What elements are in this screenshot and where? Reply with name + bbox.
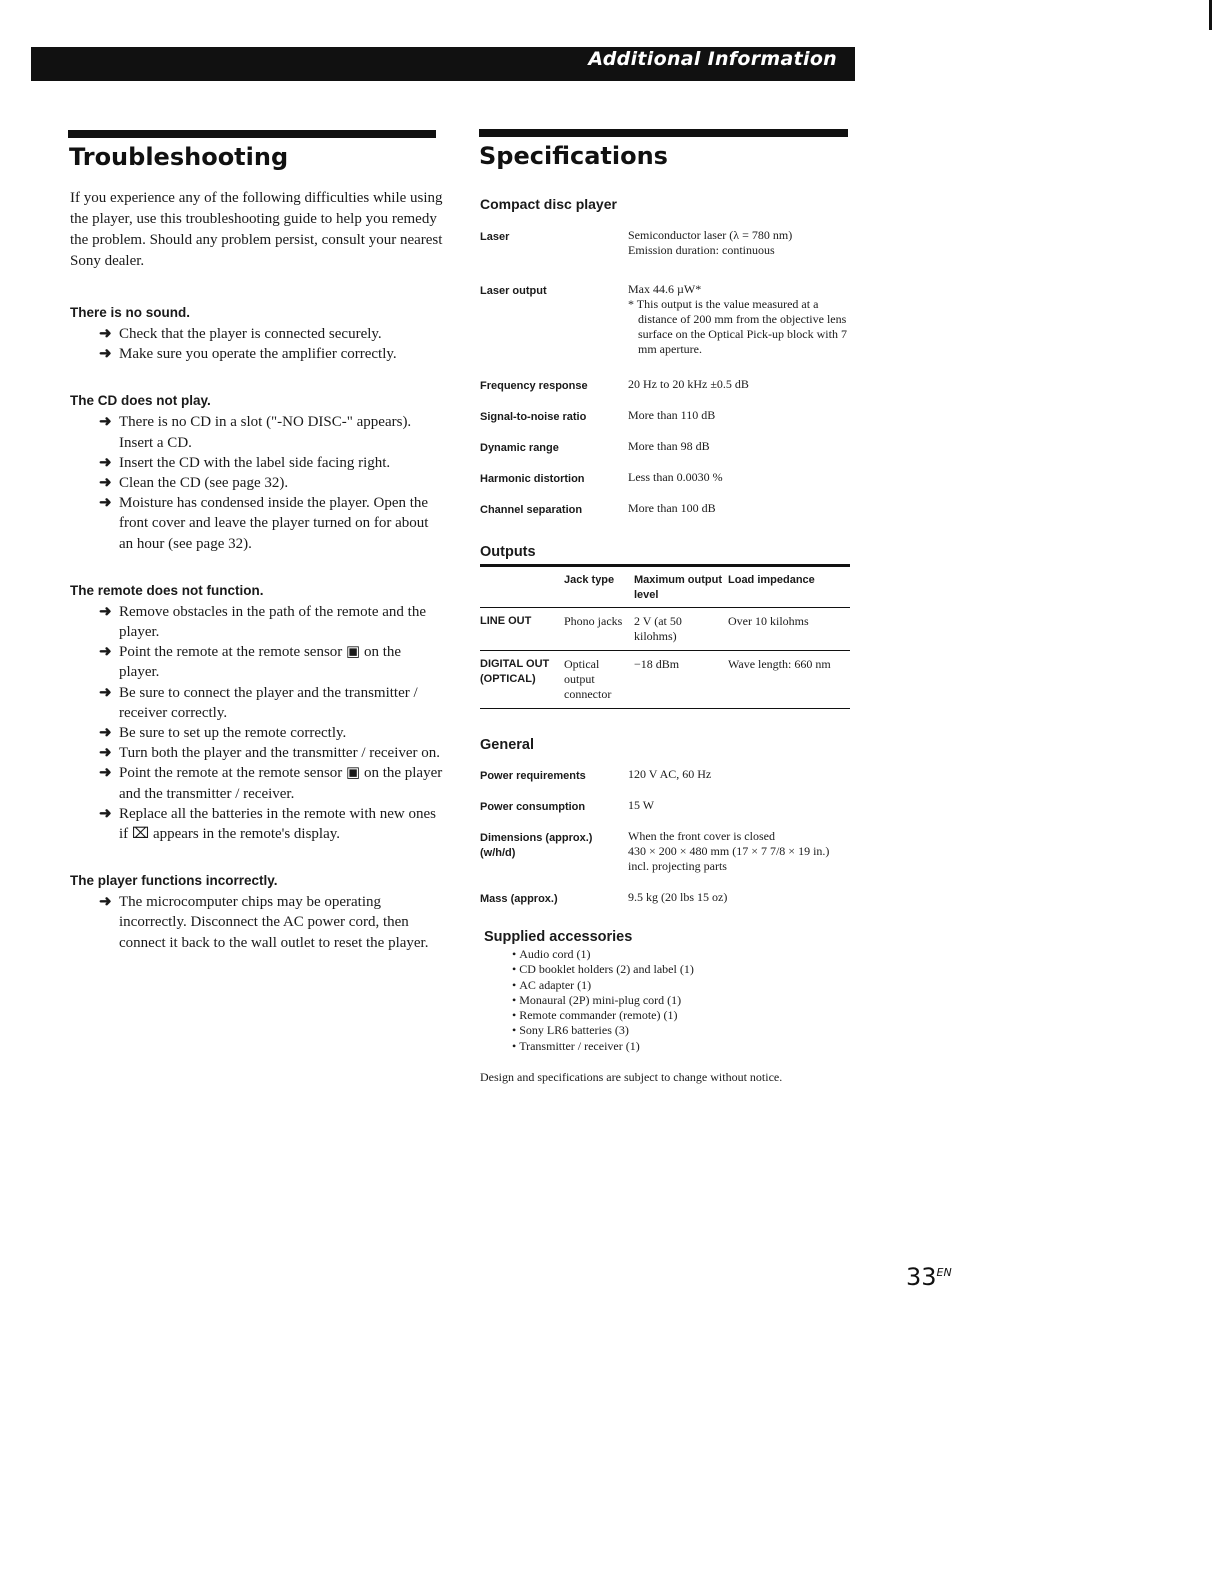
page-edge-mark bbox=[1209, 0, 1212, 30]
remedy-text: Make sure you operate the amplifier correctly. bbox=[119, 346, 397, 363]
accessory-item: • Monaural (2P) mini-plug cord (1) bbox=[512, 993, 855, 1008]
spec-label: Signal-to-noise ratio bbox=[480, 411, 587, 423]
arrow-icon: ➜ bbox=[99, 326, 112, 342]
remedy-item bbox=[70, 473, 445, 493]
remedy-item bbox=[70, 412, 445, 452]
accessories-list bbox=[480, 947, 855, 1054]
arrow-icon: ➜ bbox=[99, 725, 112, 742]
outputs-col-header: Jack type bbox=[564, 574, 615, 586]
troubleshooting-issue bbox=[70, 583, 445, 844]
accessories-heading: Supplied accessories bbox=[484, 929, 633, 945]
section-header-title: Additional Information bbox=[588, 48, 837, 70]
remedy-item bbox=[70, 763, 445, 803]
outputs-header-row bbox=[480, 566, 850, 608]
remedy-text: Check that the player is connected securely. bbox=[119, 326, 382, 342]
spec-row bbox=[480, 377, 855, 394]
remedy-item bbox=[70, 324, 445, 344]
troubleshooting-issue bbox=[70, 873, 445, 953]
spec-value-line: More than 100 dB bbox=[628, 501, 716, 515]
spec-label: Mass (approx.) bbox=[480, 893, 558, 905]
general-spec-list bbox=[480, 767, 855, 907]
arrow-icon: ➜ bbox=[99, 805, 112, 822]
remedy-item bbox=[70, 892, 445, 953]
table-cell: Phono jacks bbox=[564, 614, 623, 628]
remedy-text: Be sure to set up the remote correctly. bbox=[119, 725, 347, 742]
spec-row bbox=[480, 890, 855, 907]
spec-value bbox=[628, 767, 855, 784]
remedy-text: Moisture has condensed inside the player. Open the front cover and leave the player turned on for about an hour (see page 32). bbox=[119, 495, 429, 552]
spec-note: * This output is the value measured at a distance of 200 mm from the objective lens surface on the Optical Pick-up block with 7 mm aperture. bbox=[628, 297, 847, 356]
spec-label: Power consumption bbox=[480, 801, 586, 813]
spec-row bbox=[480, 470, 855, 487]
spec-value-line: incl. projecting parts bbox=[628, 859, 727, 873]
arrow-icon: ➜ bbox=[99, 644, 112, 661]
table-cell: Optical output connector bbox=[564, 657, 612, 701]
troubleshooting-issues bbox=[70, 305, 445, 953]
spec-row bbox=[480, 767, 855, 784]
spec-value bbox=[628, 282, 855, 357]
spec-label: Dimensions (approx.) (w/h/d) bbox=[480, 832, 593, 859]
remedy-text: Turn both the player and the transmitter / receiver on. bbox=[119, 745, 441, 762]
table-row bbox=[480, 608, 850, 651]
page-number-suffix: EN bbox=[936, 1266, 952, 1279]
outputs-table bbox=[480, 564, 850, 709]
troubleshooting-rule bbox=[68, 130, 436, 138]
spec-label: Frequency response bbox=[480, 380, 588, 392]
spec-label: Dynamic range bbox=[480, 442, 559, 454]
remedy-text: Point the remote at the remote sensor ▣ on the player. bbox=[119, 644, 402, 681]
accessory-item: • CD booklet holders (2) and label (1) bbox=[512, 962, 855, 977]
spec-value-line: Emission duration: continuous bbox=[628, 243, 775, 257]
remedy-item bbox=[70, 743, 445, 763]
accessory-item: • Sony LR6 batteries (3) bbox=[512, 1023, 855, 1038]
remedy-text: Be sure to connect the player and the transmitter / receiver correctly. bbox=[119, 684, 418, 721]
accessory-item: • Transmitter / receiver (1) bbox=[512, 1039, 855, 1054]
specifications-column bbox=[480, 196, 855, 1085]
remedy-item bbox=[70, 683, 445, 723]
outputs-col-header: Maximum output level bbox=[634, 574, 722, 601]
spec-label: Laser bbox=[480, 231, 510, 243]
remedy-text: Remove obstacles in the path of the remote and the player. bbox=[119, 603, 426, 641]
outputs-col-header: Load impedance bbox=[728, 574, 815, 586]
accessory-item: • Audio cord (1) bbox=[512, 947, 855, 962]
spec-value bbox=[628, 439, 855, 456]
remedy-item bbox=[70, 493, 445, 554]
troubleshooting-issue bbox=[70, 393, 445, 553]
remedy-text: Clean the CD (see page 32). bbox=[119, 475, 289, 492]
spec-value-line: 9.5 kg (20 lbs 15 oz) bbox=[628, 890, 728, 904]
arrow-icon: ➜ bbox=[99, 745, 112, 762]
spec-value bbox=[628, 377, 855, 394]
arrow-icon: ➜ bbox=[99, 495, 112, 512]
remedy-text: Insert the CD with the label side facing right. bbox=[119, 454, 391, 471]
outputs-heading: Outputs bbox=[480, 544, 536, 560]
spec-row bbox=[480, 829, 855, 874]
section-header-bar bbox=[31, 47, 855, 81]
spec-label: Channel separation bbox=[480, 504, 583, 516]
spec-value-line: More than 98 dB bbox=[628, 439, 710, 453]
spec-label: Power requirements bbox=[480, 770, 586, 782]
general-heading: General bbox=[480, 737, 534, 753]
issue-heading: The CD does not play. bbox=[70, 393, 211, 409]
remedy-item bbox=[70, 804, 445, 844]
outputs-col-header bbox=[480, 566, 564, 608]
specifications-title: Specifications bbox=[479, 142, 668, 170]
table-cell: Wave length: 660 nm bbox=[728, 657, 831, 671]
remedy-item bbox=[70, 642, 445, 682]
remedy-item bbox=[70, 453, 445, 473]
spec-value-line: When the front cover is closed bbox=[628, 829, 775, 843]
arrow-icon: ➜ bbox=[99, 603, 112, 620]
remedy-item bbox=[70, 723, 445, 743]
spec-label: Harmonic distortion bbox=[480, 473, 585, 485]
page-number-value: 33 bbox=[906, 1263, 937, 1291]
cd-player-heading: Compact disc player bbox=[480, 196, 617, 212]
arrow-icon: ➜ bbox=[99, 414, 112, 431]
spec-value bbox=[628, 501, 855, 518]
accessory-item: • AC adapter (1) bbox=[512, 978, 855, 993]
remedy-text: There is no CD in a slot ("-NO DISC-" appears). Insert a CD. bbox=[119, 414, 412, 451]
issue-heading: There is no sound. bbox=[70, 305, 191, 320]
table-cell: Over 10 kilohms bbox=[728, 614, 809, 628]
troubleshooting-title: Troubleshooting bbox=[69, 143, 289, 171]
arrow-icon: ➜ bbox=[99, 684, 112, 701]
troubleshooting-issue bbox=[70, 305, 445, 364]
spec-value-line: 15 W bbox=[628, 798, 655, 812]
page-number bbox=[906, 1263, 952, 1291]
spec-value bbox=[628, 829, 855, 874]
spec-label: Laser output bbox=[480, 285, 547, 297]
spec-row bbox=[480, 439, 855, 456]
spec-value-line: Semiconductor laser (λ = 780 nm) bbox=[628, 228, 793, 242]
arrow-icon: ➜ bbox=[99, 346, 112, 363]
spec-value bbox=[628, 890, 855, 907]
spec-row bbox=[480, 798, 855, 815]
spec-row bbox=[480, 228, 855, 258]
remedy-text: The microcomputer chips may be operating incorrectly. Disconnect the AC power cord, then connect it back to the wall outlet to reset the player. bbox=[119, 894, 429, 951]
spec-row bbox=[480, 282, 855, 357]
spec-row bbox=[480, 501, 855, 518]
troubleshooting-intro: If you experience any of the following difficulties while using the player, use this troubleshooting guide to help you remedy the problem. Should any problem persist, consult your nearest Sony dealer. bbox=[70, 190, 443, 269]
cd-player-spec-list bbox=[480, 228, 855, 518]
table-cell: 2 V (at 50 kilohms) bbox=[634, 614, 682, 643]
table-cell: DIGITAL OUT (OPTICAL) bbox=[480, 658, 550, 685]
remedy-item bbox=[70, 602, 445, 642]
issue-heading: The remote does not function. bbox=[70, 582, 264, 598]
spec-value-line: Max 44.6 µW* bbox=[628, 282, 702, 296]
remedy-text: Replace all the batteries in the remote with new ones if ⌧ appears in the remote's display. bbox=[119, 805, 436, 843]
spec-value-line: 20 Hz to 20 kHz ±0.5 dB bbox=[628, 377, 749, 391]
spec-value bbox=[628, 798, 855, 815]
arrow-icon: ➜ bbox=[99, 475, 112, 492]
arrow-icon: ➜ bbox=[99, 765, 112, 782]
table-cell: LINE OUT bbox=[480, 615, 532, 627]
spec-value-line: 120 V AC, 60 Hz bbox=[628, 767, 712, 781]
table-cell: −18 dBm bbox=[634, 657, 680, 671]
table-row bbox=[480, 651, 850, 709]
remedy-item bbox=[70, 344, 445, 364]
arrow-icon: ➜ bbox=[99, 894, 112, 911]
spec-value-line: Less than 0.0030 % bbox=[628, 470, 723, 484]
specifications-rule bbox=[479, 129, 848, 137]
spec-value bbox=[628, 408, 855, 425]
spec-value bbox=[628, 228, 855, 258]
spec-value-line: 430 × 200 × 480 mm (17 × 7 7/8 × 19 in.) bbox=[628, 844, 830, 858]
spec-row bbox=[480, 408, 855, 425]
accessory-item: • Remote commander (remote) (1) bbox=[512, 1008, 855, 1023]
issue-heading: The player functions incorrectly. bbox=[70, 873, 278, 889]
remedy-text: Point the remote at the remote sensor ▣ on the player and the transmitter / receiver. bbox=[119, 765, 443, 802]
spec-value-line: More than 110 dB bbox=[628, 408, 716, 422]
spec-value bbox=[628, 470, 855, 487]
troubleshooting-column bbox=[70, 188, 445, 982]
specifications-footnote: Design and specifications are subject to change without notice. bbox=[480, 1070, 783, 1085]
arrow-icon: ➜ bbox=[99, 454, 112, 471]
